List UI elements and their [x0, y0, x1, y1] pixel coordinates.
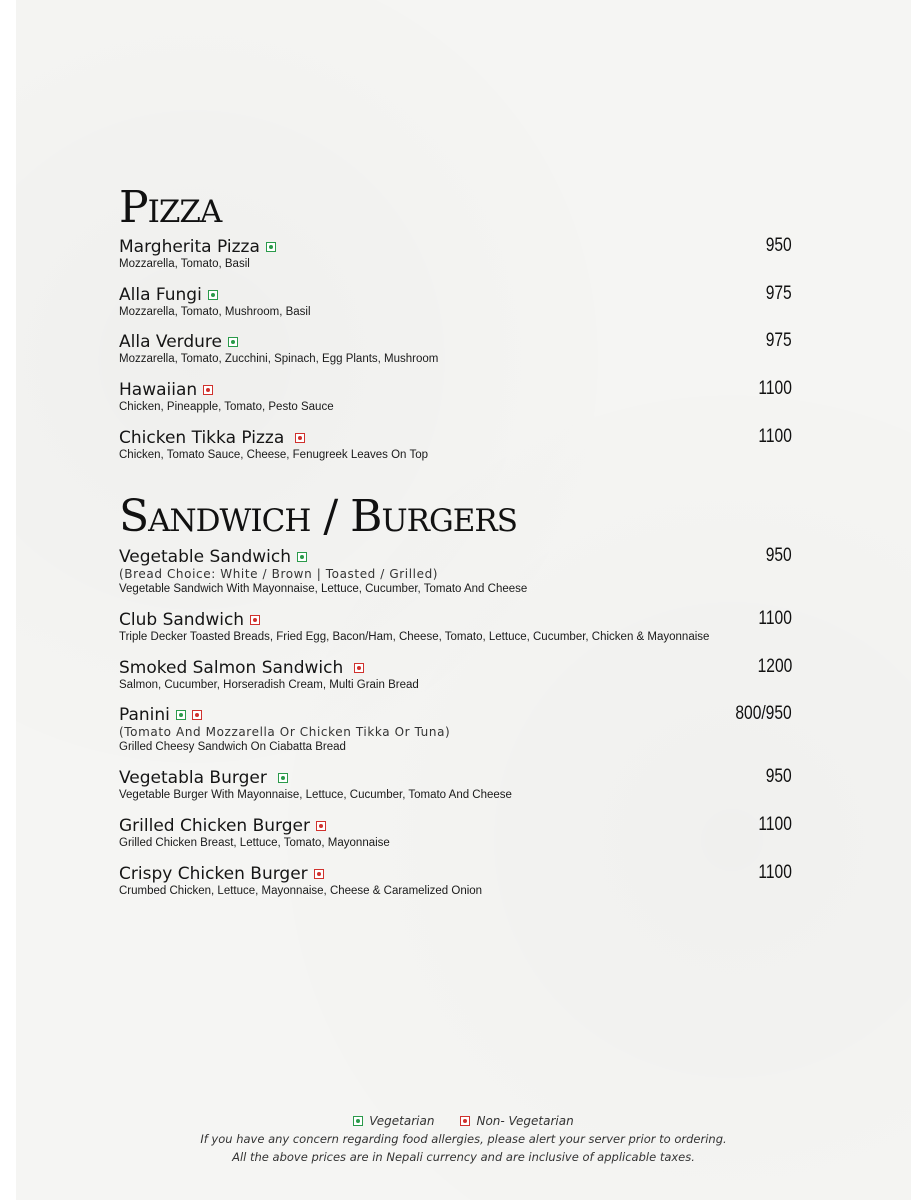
veg-icon	[353, 1116, 363, 1126]
non-veg-icon	[203, 385, 213, 395]
item-description: Mozzarella, Tomato, Zucchini, Spinach, Egg Plants, Mushroom	[119, 353, 439, 365]
menu-item-vegetable-sandwich	[119, 547, 794, 597]
veg-icon	[176, 710, 186, 720]
section-title-pizza: Pizza	[119, 182, 222, 233]
item-name: Vegetabla Burger	[119, 768, 267, 788]
item-name: Chicken Tikka Pizza	[119, 428, 285, 448]
item-name: Grilled Chicken Burger	[119, 816, 310, 836]
menu-item-vegetabla-burger	[119, 768, 794, 803]
non-veg-icon	[314, 869, 324, 879]
item-price: 1200	[757, 656, 792, 677]
non-veg-icon	[250, 615, 260, 625]
item-price: 975	[766, 330, 792, 351]
item-price: 1100	[758, 608, 792, 629]
item-description: Grilled Cheesy Sandwich On Ciabatta Bread	[119, 741, 346, 753]
veg-icon	[278, 773, 288, 783]
veg-icon	[208, 290, 218, 300]
non-veg-icon	[295, 433, 305, 443]
item-price: 950	[766, 766, 792, 787]
non-veg-icon	[192, 710, 202, 720]
menu-page	[16, 0, 911, 1200]
item-description: Chicken, Pineapple, Tomato, Pesto Sauce	[119, 401, 334, 413]
section-title-sandwich-burgers: Sandwich / Burgers	[119, 491, 517, 542]
item-name: Panini	[119, 705, 170, 725]
veg-icon	[266, 242, 276, 252]
item-name: Hawaiian	[119, 380, 198, 400]
item-price: 950	[766, 235, 792, 256]
item-name: Alla Fungi	[119, 285, 202, 305]
item-name: Margherita Pizza	[119, 237, 260, 257]
non-veg-icon	[316, 821, 326, 831]
legend-non-veg-label: Non- Vegetarian	[476, 1114, 574, 1128]
menu-item-alla-verdure	[119, 332, 794, 367]
item-description: Salmon, Cucumber, Horseradish Cream, Multi Grain Bread	[119, 679, 419, 691]
item-description: Mozzarella, Tomato, Mushroom, Basil	[119, 306, 311, 318]
item-description: Chicken, Tomato Sauce, Cheese, Fenugreek Leaves On Top	[119, 449, 428, 461]
menu-item-panini	[119, 705, 794, 755]
dietary-legend	[16, 1112, 911, 1130]
menu-item-chicken-tikka-pizza	[119, 428, 794, 463]
item-options: (Tomato And Mozzarella Or Chicken Tikka Or Tuna)	[119, 725, 451, 739]
veg-icon	[228, 337, 238, 347]
allergy-note: If you have any concern regarding food allergies, please alert your server prior to ordering.	[200, 1132, 727, 1146]
item-description: Triple Decker Toasted Breads, Fried Egg, Bacon/Ham, Cheese, Tomato, Lettuce, Cucumber, Chicken & Mayonnaise	[119, 631, 710, 643]
item-price: 1100	[758, 378, 792, 399]
legend-veg-label: Vegetarian	[369, 1114, 435, 1128]
item-price: 975	[766, 283, 792, 304]
item-description: Crumbed Chicken, Lettuce, Mayonnaise, Cheese & Caramelized Onion	[119, 885, 483, 897]
item-price: 800/950	[735, 703, 792, 724]
menu-item-margherita-pizza	[119, 237, 794, 272]
item-price: 1100	[758, 862, 792, 883]
menu-item-alla-fungi	[119, 285, 794, 320]
menu-item-hawaiian	[119, 380, 794, 415]
item-description: Vegetable Burger With Mayonnaise, Lettuce, Cucumber, Tomato And Cheese	[119, 789, 512, 801]
item-options: (Bread Choice: White / Brown | Toasted / Grilled)	[119, 567, 439, 581]
menu-item-smoked-salmon-sandwich	[119, 658, 794, 693]
non-veg-icon	[354, 663, 364, 673]
item-price: 950	[766, 545, 792, 566]
item-price: 1100	[758, 814, 792, 835]
menu-item-club-sandwich	[119, 610, 794, 645]
menu-item-grilled-chicken-burger	[119, 816, 794, 851]
veg-icon	[297, 552, 307, 562]
item-name: Club Sandwich	[119, 610, 245, 630]
item-description: Grilled Chicken Breast, Lettuce, Tomato, Mayonnaise	[119, 837, 390, 849]
item-price: 1100	[758, 426, 792, 447]
item-name: Alla Verdure	[119, 332, 222, 352]
item-name: Vegetable Sandwich	[119, 547, 292, 567]
item-description: Mozzarella, Tomato, Basil	[119, 258, 250, 270]
currency-note: All the above prices are in Nepali currency and are inclusive of applicable taxes.	[232, 1150, 695, 1164]
menu-footer	[16, 1112, 911, 1166]
item-name: Crispy Chicken Burger	[119, 864, 308, 884]
menu-item-crispy-chicken-burger	[119, 864, 794, 899]
non-veg-icon	[460, 1116, 470, 1126]
item-name: Smoked Salmon Sandwich	[119, 658, 344, 678]
item-description: Vegetable Sandwich With Mayonnaise, Lettuce, Cucumber, Tomato And Cheese	[119, 583, 528, 595]
